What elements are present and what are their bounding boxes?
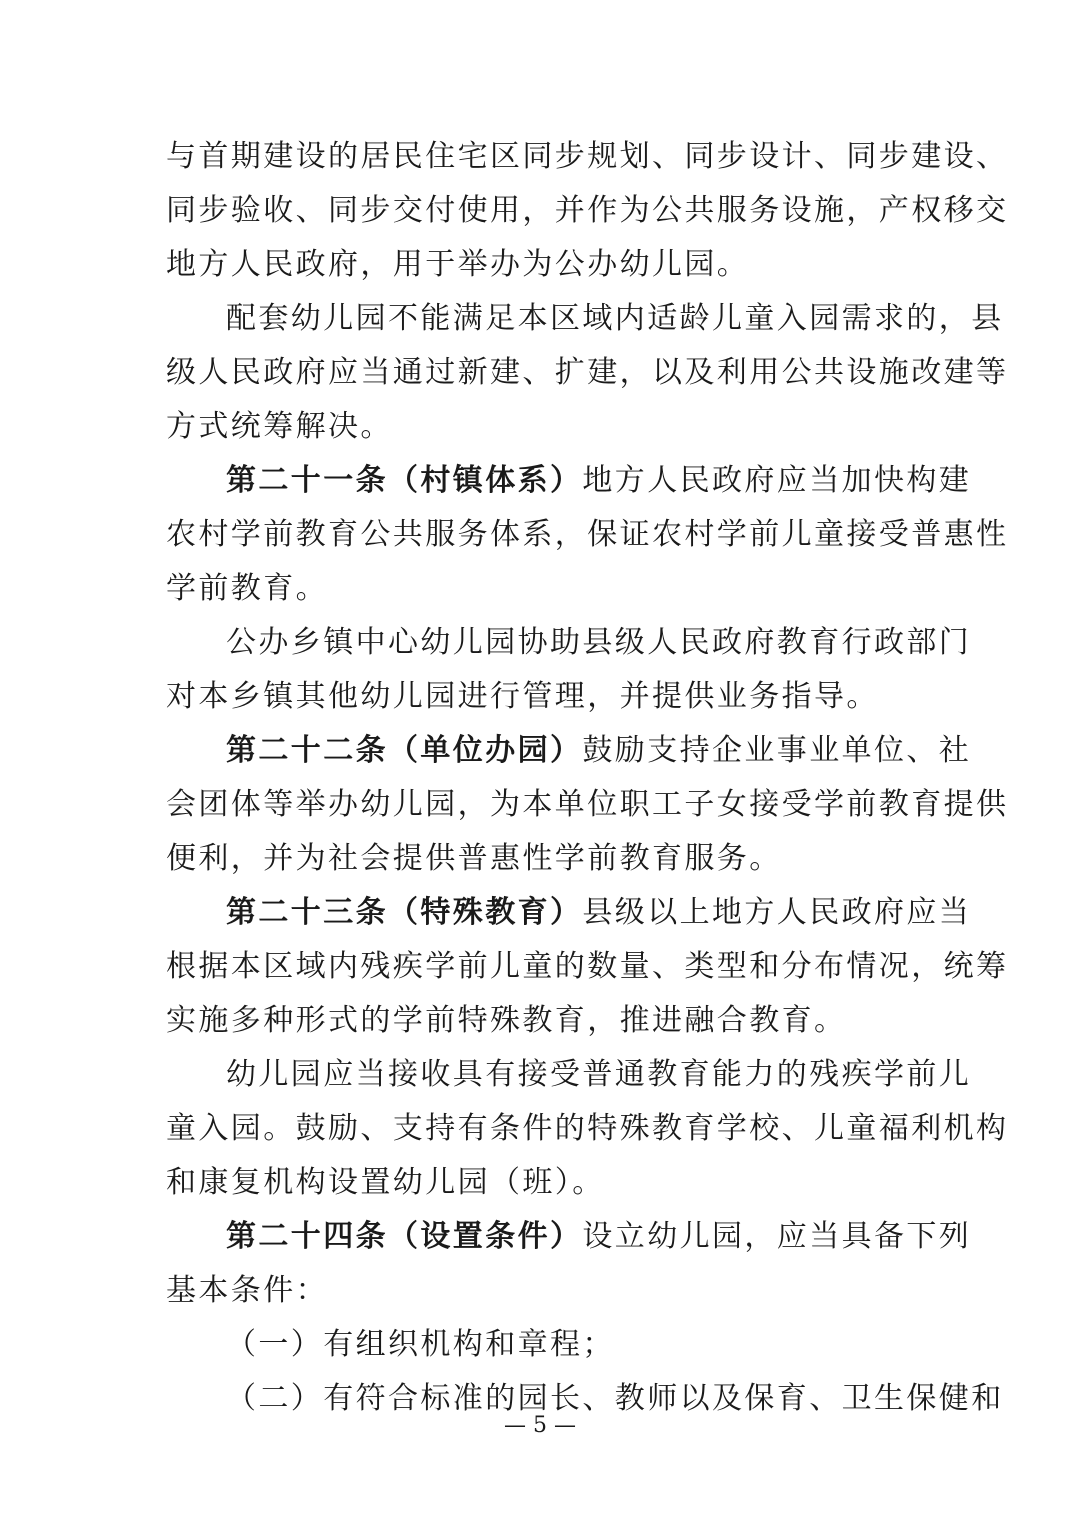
article-heading: 第二十三条（特殊教育） — [226, 895, 583, 930]
article-text: 鼓励支持企业事业单位、社 — [582, 733, 972, 768]
text-line: 同步验收、同步交付使用，并作为公共服务设施，产权移交 — [166, 193, 1009, 228]
text-line: 幼儿园应当接收具有接受普通教育能力的残疾学前儿 — [226, 1057, 972, 1092]
text-line: 配套幼儿园不能满足本区域内适龄儿童入园需求的，县 — [226, 301, 1004, 336]
article-heading: 第二十一条（村镇体系） — [226, 463, 583, 498]
page-number: — 5 — — [504, 1413, 576, 1438]
article-23-first-line — [166, 886, 972, 940]
article-24-first-line — [166, 1210, 972, 1264]
article-heading: 第二十二条（单位办园） — [226, 733, 583, 768]
text-line: 和康复机构设置幼儿园（班）。 — [166, 1165, 605, 1200]
text-line: 公办乡镇中心幼儿园协助县级人民政府教育行政部门 — [226, 625, 972, 660]
article-text: 县级以上地方人民政府应当 — [582, 895, 972, 930]
text-line: 实施多种形式的学前特殊教育，推进融合教育。 — [166, 1003, 847, 1038]
article-22-first-line — [166, 724, 972, 778]
text-line: 农村学前教育公共服务体系，保证农村学前儿童接受普惠性 — [166, 517, 1009, 552]
text-line: 便利，并为社会提供普惠性学前教育服务。 — [166, 841, 782, 876]
article-text: 地方人民政府应当加快构建 — [582, 463, 972, 498]
text-line: 学前教育。 — [166, 571, 328, 606]
article-heading: 第二十四条（设置条件） — [226, 1219, 583, 1254]
list-item: （二）有符合标准的园长、教师以及保育、卫生保健和 — [226, 1381, 1004, 1416]
text-line: 对本乡镇其他幼儿园进行管理，并提供业务指导。 — [166, 679, 879, 714]
text-line: 基本条件： — [166, 1273, 328, 1308]
article-text: 设立幼儿园，应当具备下列 — [582, 1219, 972, 1254]
text-line: 方式统筹解决。 — [166, 409, 393, 444]
text-line: 地方人民政府，用于举办为公办幼儿园。 — [166, 247, 750, 282]
text-line: 会团体等举办幼儿园，为本单位职工子女接受学前教育提供 — [166, 787, 1009, 822]
list-item: （一）有组织机构和章程； — [226, 1327, 615, 1362]
text-line: 与首期建设的居民住宅区同步规划、同步设计、同步建设、 — [166, 139, 1009, 174]
text-line: 根据本区域内残疾学前儿童的数量、类型和分布情况，统筹 — [166, 949, 1009, 984]
text-line: 级人民政府应当通过新建、扩建，以及利用公共设施改建等 — [166, 355, 1009, 390]
document-body — [166, 130, 1009, 1426]
text-line: 童入园。鼓励、支持有条件的特殊教育学校、儿童福利机构 — [166, 1111, 1009, 1146]
article-21-first-line — [166, 454, 972, 508]
